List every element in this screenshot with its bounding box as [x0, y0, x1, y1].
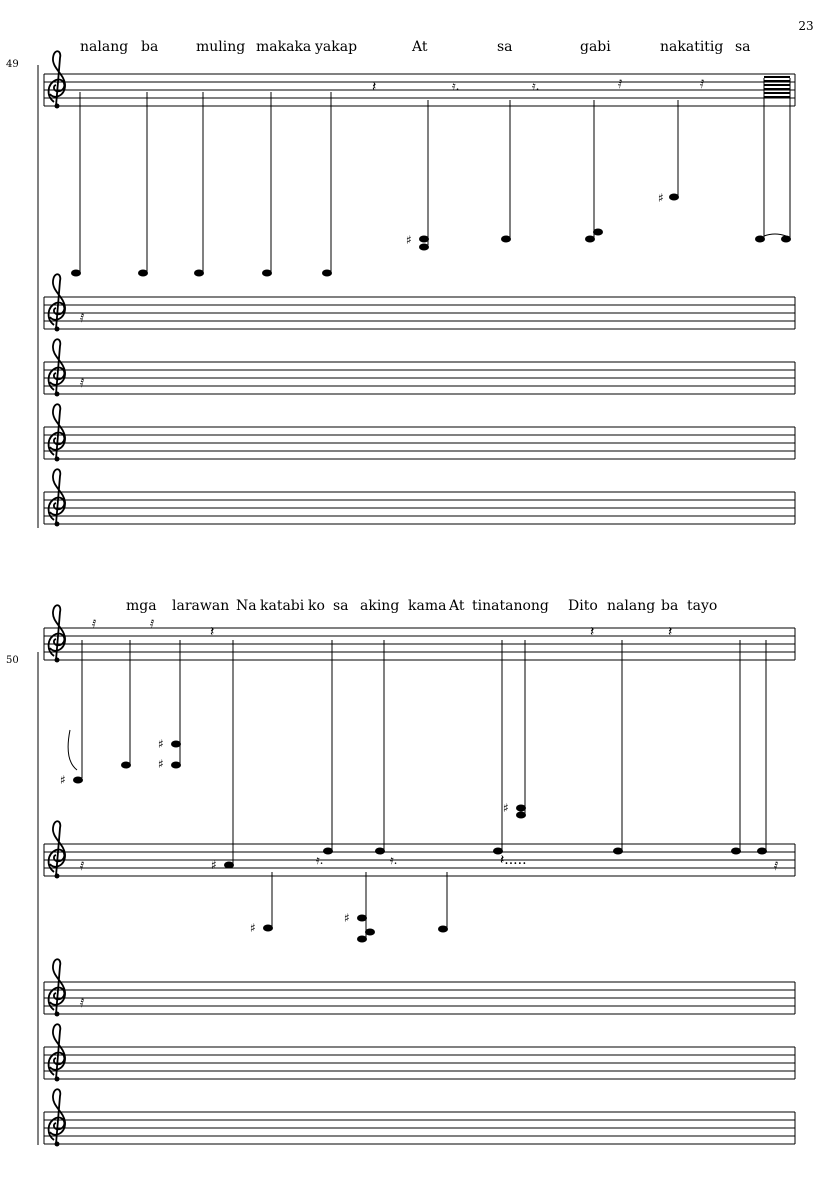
sharp-icon: ♯ [211, 858, 217, 872]
rest-icon: 𝅀 [80, 996, 85, 1010]
staff-5 [44, 469, 795, 526]
note [250, 872, 273, 935]
rest-icon: 𝄿. [390, 853, 398, 867]
note [755, 78, 765, 243]
lyric-syllable: mga [126, 598, 157, 614]
treble-clef-icon [49, 821, 65, 878]
lyric-syllable: gabi [580, 39, 611, 55]
lyric-syllable: larawan [172, 598, 230, 614]
lyric-syllable: sa [497, 39, 513, 55]
note [438, 872, 448, 933]
rest-icon: 𝄿. [532, 79, 540, 93]
staff-3 [44, 339, 795, 396]
staff-2 [44, 274, 795, 331]
note [757, 640, 767, 855]
note [501, 100, 511, 243]
note [731, 640, 741, 855]
staff-2 [44, 821, 795, 942]
lyric-syllable: muling [196, 39, 246, 55]
treble-clef-icon [49, 469, 65, 526]
treble-clef-icon [49, 605, 65, 662]
rest-icon: 𝅀 [150, 617, 155, 631]
rest-icon: 𝅀 [80, 376, 85, 390]
note [262, 92, 272, 277]
lyric-syllable: kama [408, 598, 447, 614]
note [658, 100, 679, 205]
lyric-syllable: At [449, 598, 465, 614]
lyric-syllable: ba [661, 598, 679, 614]
page-number: 23 [798, 19, 814, 33]
note [322, 92, 332, 277]
staff-3 [44, 959, 795, 1016]
treble-clef-icon [49, 1024, 65, 1081]
note [211, 640, 234, 872]
treble-clef-icon [49, 339, 65, 396]
rest-icon: 𝄽 [668, 624, 673, 640]
note [121, 640, 131, 769]
beam-group [764, 76, 790, 98]
sharp-icon: ♯ [658, 191, 664, 205]
note [375, 640, 385, 855]
sharp-icon: ♯ [503, 801, 509, 815]
staff-1 [44, 605, 795, 872]
staff-1 [44, 51, 795, 276]
note [323, 640, 333, 855]
treble-clef-icon [49, 51, 65, 108]
lyric-syllable: tayo [687, 598, 718, 614]
lyric-syllable: ko [308, 598, 325, 614]
sharp-icon: ♯ [406, 233, 412, 247]
note [493, 640, 503, 855]
lyric-syllable: aking [360, 598, 400, 614]
sharp-icon: ♯ [60, 773, 66, 787]
lyric-syllable: nalang [607, 598, 656, 614]
note [194, 92, 204, 277]
treble-clef-icon [49, 1089, 65, 1146]
measure-number: 50 [6, 655, 19, 666]
lyric-syllable: katabi [260, 598, 305, 614]
lyric-syllable: sa [333, 598, 349, 614]
treble-clef-icon [49, 959, 65, 1016]
note [613, 640, 623, 855]
staff-5 [44, 1089, 795, 1146]
note [406, 100, 429, 251]
lyric-syllable: yakap [315, 39, 358, 55]
lyric-syllable: At [412, 39, 428, 55]
treble-clef-icon [49, 274, 65, 331]
note [71, 92, 81, 277]
note [585, 100, 603, 243]
rest-icon: 𝅀 [92, 617, 97, 631]
rest-icon: 𝄽..... [500, 852, 527, 868]
rest-icon: 𝄽 [590, 624, 595, 640]
rest-icon: 𝄽 [210, 624, 215, 640]
lyrics-line [80, 39, 751, 55]
lyric-syllable: ba [141, 39, 159, 55]
staff-4 [44, 1024, 795, 1081]
rest-icon: 𝅀 [80, 859, 85, 873]
measure-number: 49 [6, 59, 19, 70]
lyric-syllable: makaka [256, 39, 312, 55]
sharp-icon: ♯ [158, 757, 164, 771]
rest-icon: 𝅀 [618, 77, 623, 91]
note [138, 92, 148, 277]
rest-icon: 𝅀 [80, 311, 85, 325]
rest-icon: 𝅀 [774, 859, 779, 873]
rest-icon: 𝅀 [700, 77, 705, 91]
rest-icon: 𝄿. [316, 853, 324, 867]
staff-4 [44, 404, 795, 461]
lyric-syllable: Dito [568, 598, 598, 614]
note [344, 872, 375, 943]
rest-icon: 𝄿. [452, 79, 460, 93]
sharp-icon: ♯ [158, 737, 164, 751]
treble-clef-icon [49, 404, 65, 461]
note [503, 640, 526, 819]
system-2 [6, 598, 795, 1147]
lyric-syllable: Na [236, 598, 257, 614]
lyrics-line [126, 598, 717, 614]
sharp-icon: ♯ [344, 911, 350, 925]
note [764, 78, 791, 243]
lyric-syllable: tinatanong [472, 598, 549, 614]
rest-icon: 𝄽 [372, 79, 377, 95]
lyric-syllable: nalang [80, 39, 129, 55]
system-1 [6, 39, 795, 528]
lyric-syllable: sa [735, 39, 751, 55]
note [60, 640, 83, 787]
sharp-icon: ♯ [250, 921, 256, 935]
lyric-syllable: nakatitig [660, 39, 724, 55]
